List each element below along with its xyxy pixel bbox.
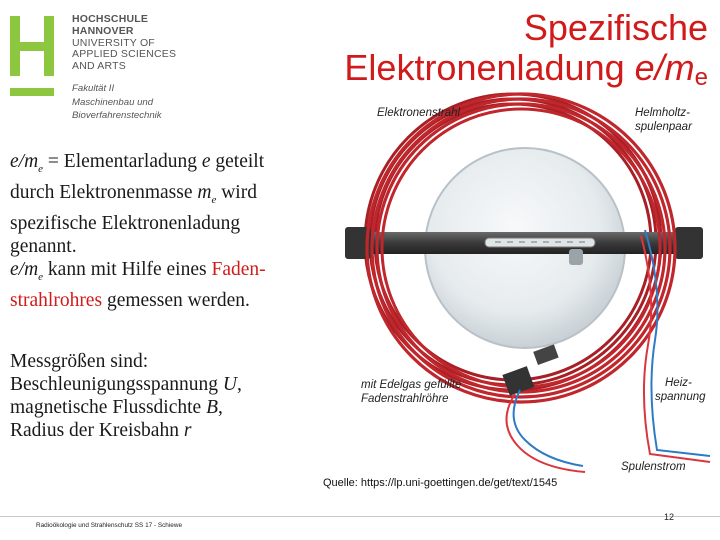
logo-line: AND ARTS: [72, 60, 126, 73]
text-span: geteilt: [210, 151, 265, 172]
logo-h-mark: [6, 10, 64, 102]
text-line: [10, 150, 350, 181]
text-span: = Elementarladung: [43, 151, 202, 172]
logo-line: UNIVERSITY OF: [72, 36, 155, 49]
var-sub: e: [211, 193, 217, 206]
highlight-text: Faden-: [211, 258, 266, 280]
text-line: [10, 289, 350, 312]
text-span: magnetische Flussdichte: [10, 397, 207, 418]
var-u: U: [222, 374, 237, 395]
var-sub: e: [38, 270, 44, 283]
text-line: [10, 258, 350, 289]
text-line: genannt.: [10, 235, 77, 257]
text-line: [10, 396, 350, 419]
title-subscript: e: [694, 64, 708, 91]
logo-line: HANNOVER: [72, 24, 134, 37]
faculty-line: Bioverfahrenstechnik: [72, 110, 162, 122]
label-spulenstrom: Spulenstrom: [621, 461, 686, 473]
logo-faculty: [72, 82, 162, 123]
highlight-text: strahlrohres: [10, 289, 103, 311]
text-line: spezifische Elektronenladung: [10, 212, 241, 234]
logo-line: HOCHSCHULE: [72, 13, 149, 25]
footer-divider: [0, 516, 720, 517]
title-line-1: Spezifische: [523, 7, 708, 48]
text-line: [10, 419, 350, 442]
slide-title: [344, 8, 708, 98]
label-elektronenstrahl: Elektronenstrahl: [377, 107, 461, 119]
var-b: B: [206, 397, 218, 418]
var-em: e/m: [10, 258, 39, 280]
logo-line: APPLIED SCIENCES: [72, 48, 177, 61]
university-logo: [6, 10, 176, 132]
title-prefix: Elektronenladung: [344, 47, 635, 88]
page-number: 12: [664, 512, 675, 522]
image-source: Quelle: https://lp.uni-goettingen.de/get/text/1545: [323, 477, 558, 489]
label-helmholtz-1: Helmholtz-: [635, 107, 690, 119]
label-rohr-1: mit Edelgas gefüllte: [361, 379, 462, 391]
footer-text: Radioökologie und Strahlenschutz SS 17 - Schiewe: [36, 522, 183, 529]
var-em: e/m: [10, 151, 39, 172]
faculty-line: Fakultät II: [72, 83, 115, 94]
text-span: ,: [217, 397, 223, 418]
text-line: Messgrößen sind:: [10, 351, 149, 372]
text-span: Radius der Kreisbahn: [10, 420, 184, 441]
intro-paragraph: [10, 150, 350, 312]
text-line: [10, 373, 350, 396]
logo-university-name: [72, 14, 176, 73]
var-m: m: [197, 181, 212, 203]
title-variable: e/m: [634, 47, 695, 88]
var-e: e: [201, 151, 211, 172]
text-span: wird: [216, 181, 257, 203]
measurands-paragraph: [10, 350, 350, 442]
text-span: durch Elektronenmasse: [10, 181, 198, 203]
label-helmholtz-2: spulenpaar: [635, 121, 692, 133]
text-span: Beschleunigungsspannung: [10, 374, 223, 395]
fadenstrahlrohr-diagram: [345, 90, 720, 480]
text-span: kann mit Hilfe eines: [43, 258, 212, 280]
label-heiz-2: spannung: [655, 391, 706, 403]
text-span: gemessen werden.: [102, 289, 250, 311]
text-line: [10, 181, 350, 212]
label-heiz-1: Heiz-: [665, 377, 692, 389]
label-rohr-2: Fadenstrahlröhre: [361, 393, 449, 405]
var-r: r: [183, 420, 192, 441]
faculty-line: Maschinenbau und: [72, 96, 154, 108]
rod-cap-right: [675, 227, 703, 259]
var-sub: e: [38, 162, 44, 175]
text-span: ,: [236, 374, 242, 395]
